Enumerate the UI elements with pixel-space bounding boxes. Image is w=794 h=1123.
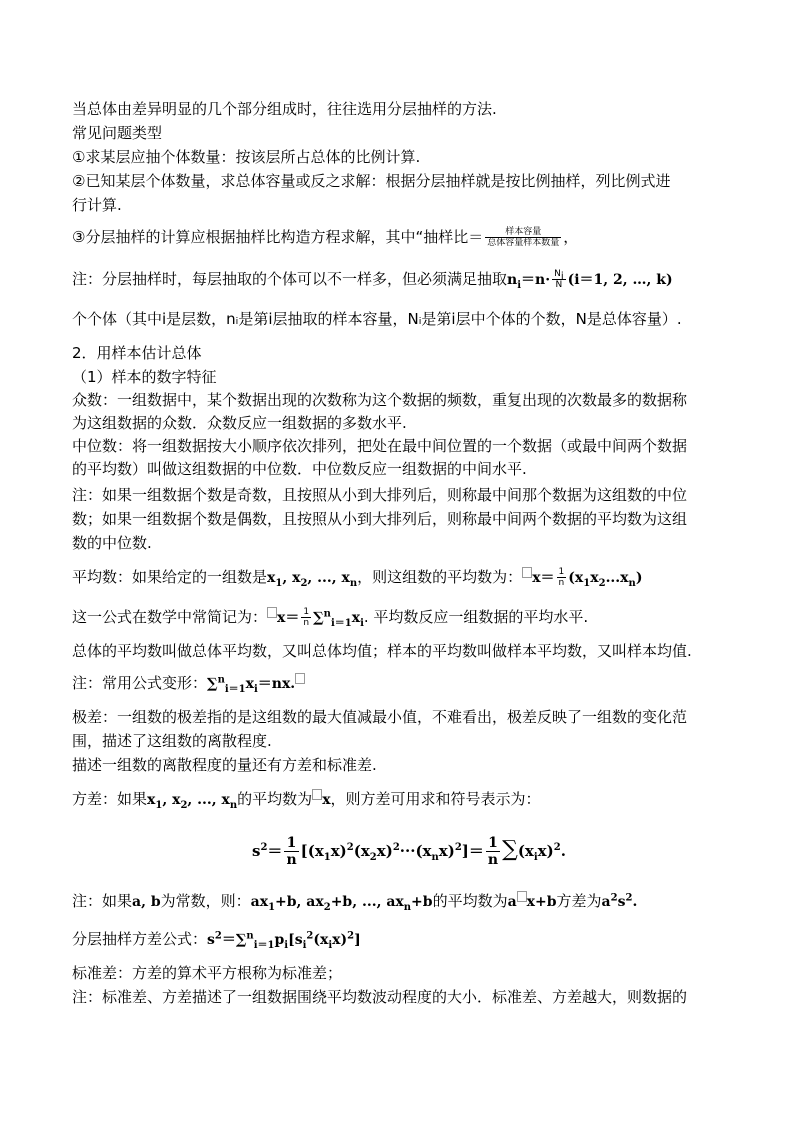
formula-mean: x＝ xyxy=(522,570,554,586)
formula-xbar: a x+b xyxy=(508,894,557,910)
fraction-numerator: 样本容量 xyxy=(485,227,561,238)
text-line: 注：标准差、方差描述了一组数据围绕平均数波动程度的大小．标准差、方差越大，则数据的 xyxy=(72,988,688,1006)
note-line xyxy=(72,890,637,913)
stratified-variance-line xyxy=(72,928,361,951)
sigma-icon: ∑ xyxy=(502,837,518,862)
note-line xyxy=(72,672,305,695)
text-line: 标准差：方差的算术平方根称为标准差； xyxy=(72,964,343,982)
variance-intro-line xyxy=(72,788,541,811)
formula-xbar: x xyxy=(312,792,330,808)
placeholder-icon xyxy=(522,567,532,578)
formula-variant: $\sum^n_{i=1}x_i=nx$. xyxy=(207,676,305,692)
fraction-denominator: 总体容量样本数量 xyxy=(487,238,560,248)
text-segment: 方差：如果 xyxy=(72,790,148,808)
text-line: 总体的平均数叫做总体平均数，又叫总体均值；样本的平均数叫做样本平均数，又叫样本均值. xyxy=(72,642,692,660)
formula-s2: $s^2=$ xyxy=(252,842,283,860)
formula-ni: $n_i=n\cdot$ xyxy=(507,272,551,291)
text-line: ②已知某层个体数量，求总体容量或反之求解：根据分层抽样就是按比例抽样，列比例式进 xyxy=(72,172,671,190)
text-segment: . 平均数反应一组数据的平均水平. xyxy=(363,608,589,626)
formula-variance: $a^2s^2$. xyxy=(601,892,638,910)
text-line: 描述一组数的离散程度的量还有方差和标准差. xyxy=(72,756,377,774)
subsection-heading: （1）样本的数字特征 xyxy=(72,368,217,386)
placeholder-icon xyxy=(267,607,277,618)
mean-shorthand-line xyxy=(72,606,588,629)
text-segment: 的平均数为 xyxy=(432,892,508,910)
text-line: 注：如果一组数据个数是奇数，且按照从小到大排列后，则称最中间那个数据为这组数的中位 xyxy=(72,486,688,504)
text-line: 当总体由差异明显的几个部分组成时，往往选用分层抽样的方法. xyxy=(72,100,497,118)
text-line: 个个体（其中i是层数，nᵢ是第i层抽取的样本容量，Nᵢ是第i层中个体的个数，N是总体容量）. xyxy=(72,310,682,328)
text-line: 的平均数）叫做这组数据的中位数．中位数反应一组数据的中间水平. xyxy=(72,460,527,478)
text-line: 数；如果一组数据个数是偶数，且按照从小到大排列后，则称最中间两个数据的平均数为这组 xyxy=(72,510,688,528)
text-segment: ，则方差可用求和符号表示为： xyxy=(330,790,541,808)
text-segment: 的平均数为 xyxy=(237,790,313,808)
text-segment: ，则这组数的平均数为： xyxy=(357,568,523,586)
text-line: 中位数：将一组数据按大小顺序依次排列，把处在最中间位置的一个数据（或最中间两个数据 xyxy=(72,437,688,455)
formula-fraction: $\frac{1}{n}$ xyxy=(487,835,499,868)
placeholder-icon xyxy=(312,789,322,800)
text-segment: 注：如果 xyxy=(72,892,133,910)
text-segment: 注：分层抽样时，每层抽取的个体可以不一样多，但必须满足抽取 xyxy=(72,270,508,288)
formula-values: $ax_1+b$, $ax_2+b$, ..., $ax_n+b$ xyxy=(250,894,433,913)
formula-values: $x_1$, $x_2$, ..., $x_n$ xyxy=(267,570,358,589)
text-segment: 这一公式在数学中常简记为： xyxy=(72,608,268,626)
sampling-ratio-line xyxy=(72,226,578,248)
text-segment: 方差为 xyxy=(556,892,602,910)
formula-brackets: $[(x_1x)^2(x_2x)^2\cdot\cdot\cdot(x_nx)^2]=$ xyxy=(300,842,484,863)
formula-mean-short: x＝ xyxy=(267,610,299,626)
formula-fraction: $\frac{1}{n}$ xyxy=(558,567,565,588)
text-line: 常见问题类型 xyxy=(72,124,163,142)
text-line: ①求某层应抽个体数量：按该层所占总体的比例计算. xyxy=(72,148,421,166)
variance-formula xyxy=(252,820,566,881)
text-line: 极差：一组数的极差指的是这组数的最大值减最小值，不难看出，极差反映了一组数的变化范 xyxy=(72,708,688,726)
text-line: 行计算. xyxy=(72,196,122,214)
formula-fraction: $\frac{1}{n}$ xyxy=(303,607,310,628)
note-line xyxy=(72,268,673,291)
placeholder-icon xyxy=(517,891,527,902)
text-segment: ， xyxy=(563,228,579,246)
sampling-ratio-fraction xyxy=(485,227,561,248)
text-segment: 注：常用公式变形： xyxy=(72,674,208,692)
formula-stratified: $s^2=\sum^n_{i=1}p_i[s_i^2(x_ix)^2]$ xyxy=(207,930,361,951)
text-segment: ③分层抽样的计算应根据抽样比构造方程求解，其中“抽样比＝ xyxy=(72,228,484,246)
text-segment: 平均数：如果给定的一组数是 xyxy=(72,568,268,586)
text-line: 围，描述了这组数的离散程度. xyxy=(72,732,272,750)
text-segment: 为常数，则： xyxy=(160,892,251,910)
text-line: 众数：一组数据中，某个数据出现的次数称为这个数据的频数，重复出现的次数最多的数据称 xyxy=(72,391,688,409)
text-line: 为这组数据的众数．众数反应一组数据的多数水平. xyxy=(72,414,407,432)
formula-term: $(x_ix)^2$. xyxy=(517,842,566,863)
text-segment: 分层抽样方差公式： xyxy=(72,930,208,948)
formula-range: (i＝1, 2, …, k) xyxy=(567,272,673,288)
mean-line xyxy=(72,566,642,589)
formula-fraction: $\frac{N_i}{N}$ xyxy=(554,269,564,290)
formula-sigma: $\sum^n_{i=1}x_i$ xyxy=(313,608,364,629)
formula-fraction: $\frac{1}{n}$ xyxy=(286,835,297,868)
text-line: 数的中位数. xyxy=(72,534,152,552)
section-heading: 2．用样本估计总体 xyxy=(72,344,202,362)
formula-sum: $(x_1x_2...x_n)$ xyxy=(568,570,643,589)
placeholder-icon xyxy=(295,673,305,684)
formula-values: $x_1$, $x_2$, ..., $x_n$ xyxy=(147,792,238,811)
formula-ab: a, b xyxy=(132,894,161,910)
